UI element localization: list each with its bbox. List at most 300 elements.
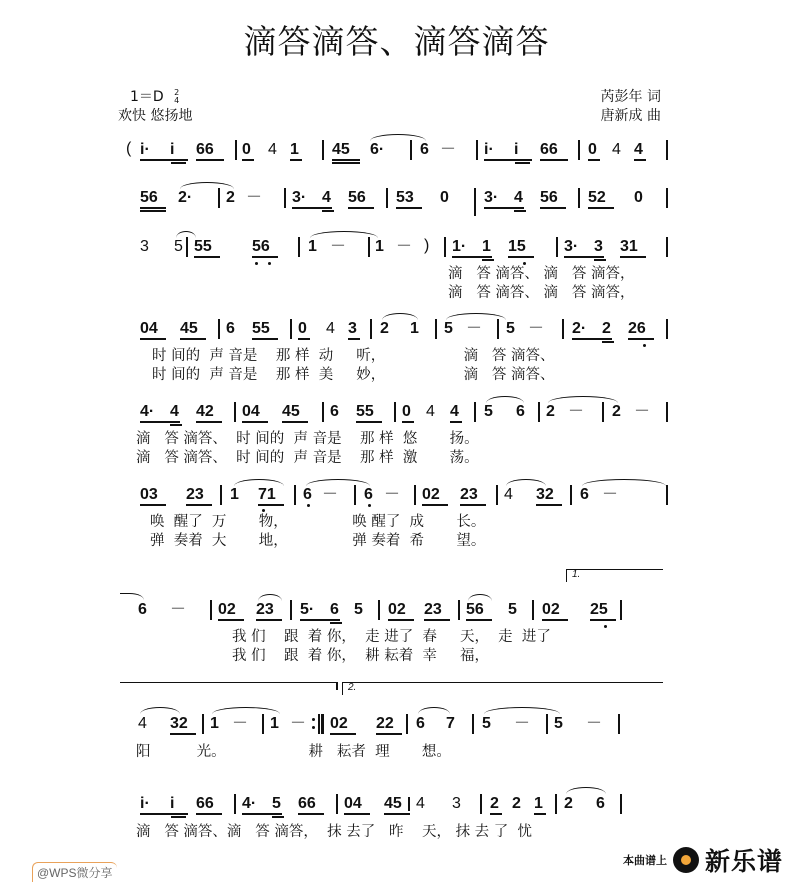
underline	[330, 733, 356, 735]
underline	[628, 338, 654, 340]
barline	[435, 319, 437, 339]
note: 5	[484, 403, 493, 420]
underline	[292, 207, 332, 209]
underline	[482, 259, 494, 261]
lyrics-verse-2: 弹 奏着 大 地， 弹 奏着 希 望。	[150, 533, 486, 549]
note: 45	[282, 403, 300, 420]
note: 45	[180, 320, 198, 337]
note: 5	[174, 238, 183, 255]
underline	[140, 207, 166, 209]
note: 4	[170, 403, 179, 420]
underline	[298, 338, 310, 340]
barline	[284, 188, 286, 208]
note: 45	[332, 141, 350, 158]
lyrics-verse-2: 时 间的 声 音是 那 样 美 妙， 滴 答 滴答、	[152, 367, 555, 383]
barline	[472, 714, 474, 734]
repeat-dot	[312, 718, 315, 721]
note: 1	[210, 715, 219, 732]
low-octave-dot	[643, 344, 646, 347]
note: 02	[542, 601, 560, 618]
underline	[242, 813, 282, 815]
note: 4	[268, 141, 277, 158]
note: 04	[140, 320, 158, 337]
note: 4·	[140, 403, 155, 420]
note: 6	[416, 715, 425, 732]
barline	[570, 485, 572, 505]
slur	[582, 479, 666, 486]
barline	[618, 714, 620, 734]
note: 66	[196, 795, 214, 812]
note: 53	[396, 189, 414, 206]
underline	[484, 159, 532, 161]
underline	[194, 256, 220, 258]
first-ending-bracket-end	[120, 682, 336, 683]
lyrics-verse-1: 时 间的 声 音是 那 样 动 听， 滴 答 滴答、	[152, 348, 555, 364]
underline	[252, 256, 278, 258]
barline	[556, 237, 558, 257]
underline	[256, 619, 282, 621]
barline	[458, 600, 460, 620]
note: 0	[242, 141, 251, 158]
note: 4	[326, 320, 335, 337]
underline	[290, 159, 302, 161]
note: 71	[258, 486, 276, 503]
underline	[540, 159, 568, 161]
underline	[171, 816, 186, 818]
barline	[386, 188, 388, 208]
barline	[480, 794, 482, 814]
barline	[218, 188, 220, 208]
note: 1	[270, 715, 279, 732]
low-octave-dot	[523, 262, 526, 265]
slur	[306, 479, 370, 486]
barline	[290, 600, 292, 620]
first-ending-close	[336, 682, 338, 690]
underline	[344, 813, 370, 815]
key-signature	[130, 86, 179, 106]
note: 4	[138, 715, 147, 732]
note: 7	[446, 715, 455, 732]
barline	[666, 319, 668, 339]
note: 4	[450, 403, 459, 420]
note: 32	[536, 486, 554, 503]
note: 6	[596, 795, 605, 812]
underline	[540, 207, 566, 209]
note: －	[528, 320, 545, 337]
barline	[336, 794, 338, 814]
note: i·	[484, 141, 494, 158]
tempo-marking: 欢快 悠扬地	[118, 108, 193, 124]
slur	[486, 396, 524, 403]
underline	[140, 813, 188, 815]
note: 6	[330, 403, 339, 420]
note: 1	[482, 238, 491, 255]
brand-name: 新乐谱	[704, 848, 783, 876]
note: 56	[348, 189, 366, 206]
note: 0	[402, 403, 411, 420]
note: 56	[466, 601, 484, 618]
underline	[242, 159, 254, 161]
note: 56	[252, 238, 270, 255]
underline	[140, 338, 166, 340]
note: 52	[588, 189, 606, 206]
note: i·	[140, 795, 150, 812]
barline	[497, 319, 499, 339]
underline	[298, 813, 324, 815]
barline	[394, 402, 396, 422]
slur	[234, 479, 284, 486]
second-ending-label: 2.	[348, 682, 357, 693]
note: 2	[546, 403, 555, 420]
note: －	[466, 320, 483, 337]
underline	[466, 619, 492, 621]
credit-prefix: 本曲谱上	[622, 855, 667, 867]
note: 4	[634, 141, 643, 158]
first-ending-label: 1.	[572, 569, 581, 580]
note: －	[232, 715, 249, 732]
slur	[120, 593, 144, 600]
composer-credit: 唐新成 曲	[600, 108, 661, 124]
key-label: 1＝D	[130, 89, 164, 105]
barline	[496, 485, 498, 505]
note: 3	[140, 238, 149, 255]
slur	[566, 787, 606, 794]
underline	[564, 256, 604, 258]
note: 2·	[178, 189, 193, 206]
note: －	[246, 189, 263, 206]
underline	[140, 504, 166, 506]
underline	[332, 162, 360, 164]
slur	[180, 182, 234, 189]
note: 31	[620, 238, 638, 255]
song-title: 滴答滴答、滴答滴答	[243, 22, 550, 61]
barline	[532, 600, 534, 620]
second-ending-bracket	[342, 682, 663, 695]
underline	[588, 159, 600, 161]
note: －	[440, 141, 457, 158]
note: －	[586, 715, 603, 732]
underline	[180, 338, 206, 340]
barline	[555, 794, 557, 814]
underline	[140, 159, 188, 161]
barline	[378, 600, 380, 620]
barline	[408, 797, 410, 811]
note: 3·	[484, 189, 499, 206]
barline	[234, 794, 236, 814]
underline	[508, 256, 534, 258]
note: 1·	[452, 238, 467, 255]
underline	[140, 421, 180, 423]
slur	[176, 231, 196, 238]
note: 6	[580, 486, 589, 503]
barline	[186, 237, 188, 257]
underline	[300, 619, 340, 621]
note: 23	[186, 486, 204, 503]
underline	[171, 162, 186, 164]
barline	[666, 188, 668, 208]
underline	[330, 622, 342, 624]
barline	[298, 237, 300, 257]
underline	[332, 159, 360, 161]
note: 4	[322, 189, 331, 206]
note: －	[330, 238, 347, 255]
underline	[196, 421, 222, 423]
underline	[388, 619, 414, 621]
note: i	[514, 141, 519, 158]
note: 1	[534, 795, 543, 812]
note: 1	[375, 238, 384, 255]
note: )	[424, 237, 430, 254]
barline	[620, 600, 622, 620]
barline	[410, 140, 412, 160]
note: 1	[410, 320, 419, 337]
note: 5	[354, 601, 363, 618]
barline	[290, 319, 292, 339]
note: 0	[298, 320, 307, 337]
lyrics-verse-1: 我 们 跟 着 你， 走 进了 春 天， 走 进了	[232, 629, 551, 645]
lyrics-verse-1: 阳 光。 耕 耘者 理 想。	[136, 744, 451, 760]
note: 3	[594, 238, 603, 255]
note: 03	[140, 486, 158, 503]
wps-share-watermark: @WPS微分享	[32, 862, 117, 882]
underline	[272, 816, 284, 818]
underline	[348, 207, 374, 209]
note: 5	[482, 715, 491, 732]
underline	[515, 162, 530, 164]
barline	[666, 402, 668, 422]
underline	[140, 210, 166, 212]
note: 2	[564, 795, 573, 812]
barline	[235, 140, 237, 160]
note: 6	[330, 601, 339, 618]
underline	[542, 619, 568, 621]
xinyuepu-brand	[623, 842, 783, 878]
note: i·	[140, 141, 150, 158]
slur	[370, 134, 426, 141]
barline	[474, 188, 476, 216]
underline	[402, 421, 414, 423]
note: 5·	[300, 601, 315, 618]
barline	[234, 402, 236, 422]
note: 3	[348, 320, 357, 337]
low-octave-dot	[604, 625, 607, 628]
slur	[468, 594, 492, 601]
underline	[322, 210, 334, 212]
note: 02	[330, 715, 348, 732]
barline	[578, 140, 580, 160]
barline	[262, 714, 264, 734]
slur	[506, 479, 546, 486]
barline	[414, 485, 416, 505]
note: 1	[230, 486, 239, 503]
note: －	[568, 403, 585, 420]
underline	[170, 733, 196, 735]
note: 45	[384, 795, 402, 812]
note: 6	[226, 320, 235, 337]
time-signature: 2 4	[174, 88, 180, 105]
underline	[588, 207, 614, 209]
note: －	[634, 403, 651, 420]
barline	[220, 485, 222, 505]
note: i	[170, 795, 175, 812]
note: 5	[444, 320, 453, 337]
barline	[666, 237, 668, 257]
underline	[572, 338, 612, 340]
note: 6	[303, 486, 312, 503]
underline	[450, 421, 462, 423]
note: 4	[514, 189, 523, 206]
underline	[384, 813, 410, 815]
note: －	[396, 238, 413, 255]
low-octave-dot	[255, 262, 258, 265]
note: 23	[256, 601, 274, 618]
underline	[170, 424, 182, 426]
note: 0	[440, 189, 449, 206]
lyrics-verse-1: 唤 醒了 万 物， 唤 醒了 成 长。	[150, 514, 486, 530]
note: 5	[272, 795, 281, 812]
slur	[548, 396, 618, 403]
underline	[536, 504, 562, 506]
note: 4	[504, 486, 513, 503]
underline	[620, 256, 646, 258]
note: 3·	[564, 238, 579, 255]
note: 6	[516, 403, 525, 420]
lyrics-verse-2: 我 们 跟 着 你， 耕 耘着 幸 福，	[232, 648, 489, 664]
barline	[538, 402, 540, 422]
low-octave-dot	[268, 262, 271, 265]
note: 6·	[370, 141, 385, 158]
note: 6	[364, 486, 373, 503]
note: 1	[290, 141, 299, 158]
underline	[534, 813, 546, 815]
note: 23	[424, 601, 442, 618]
note: 0	[634, 189, 643, 206]
underline	[282, 421, 308, 423]
underline	[452, 256, 492, 258]
barline	[476, 140, 478, 160]
note: 55	[194, 238, 212, 255]
note: 66	[196, 141, 214, 158]
note: 2	[602, 320, 611, 337]
barline	[354, 485, 356, 505]
note: 3	[452, 795, 461, 812]
underline	[594, 259, 606, 261]
underline	[634, 159, 646, 161]
slur	[446, 313, 506, 320]
note: 02	[422, 486, 440, 503]
note: 23	[460, 486, 478, 503]
underline	[356, 421, 382, 423]
note: 2·	[572, 320, 587, 337]
slur	[140, 707, 180, 714]
note: 55	[252, 320, 270, 337]
low-octave-dot	[368, 504, 371, 507]
note: 5	[554, 715, 563, 732]
slur	[310, 231, 378, 238]
note: 04	[242, 403, 260, 420]
note: 66	[540, 141, 558, 158]
note: 15	[508, 238, 526, 255]
note: 5	[506, 320, 515, 337]
underline	[514, 210, 526, 212]
underline	[484, 207, 524, 209]
note: 0	[588, 141, 597, 158]
note: 5	[508, 601, 517, 618]
barline	[444, 237, 446, 257]
barline	[546, 714, 548, 734]
note: 56	[140, 189, 158, 206]
note: 2	[490, 795, 499, 812]
note: －	[290, 715, 307, 732]
barline	[578, 188, 580, 208]
note: 2	[612, 403, 621, 420]
note: 4	[426, 403, 435, 420]
low-octave-dot	[307, 504, 310, 507]
lyrics-verse-2: 滴 答 滴答、 滴 答 滴答，	[448, 285, 635, 301]
underline	[422, 504, 448, 506]
barline	[602, 402, 604, 422]
barline	[368, 237, 370, 257]
slur	[258, 594, 282, 601]
note: (	[126, 140, 132, 157]
barline	[322, 402, 324, 422]
underline	[490, 813, 502, 815]
note: －	[170, 601, 187, 618]
note: 02	[388, 601, 406, 618]
underline	[242, 421, 268, 423]
note: 25	[590, 601, 608, 618]
note: 6	[420, 141, 429, 158]
barline	[562, 319, 564, 339]
slur	[418, 707, 450, 714]
slur	[212, 707, 280, 714]
lyrics-verse-2: 滴 答 滴答、 时 间的 声 音是 那 样 激 荡。	[136, 450, 479, 466]
barline	[370, 319, 372, 339]
barline	[210, 600, 212, 620]
repeat-barline-thin	[318, 714, 320, 734]
low-octave-dot	[262, 509, 265, 512]
note: i	[170, 141, 175, 158]
note: 56	[540, 189, 558, 206]
note: 2	[380, 320, 389, 337]
first-ending-bracket	[566, 569, 663, 582]
note: 4	[612, 141, 621, 158]
underline	[186, 504, 212, 506]
barline	[474, 402, 476, 422]
note: －	[384, 486, 401, 503]
note: 4·	[242, 795, 257, 812]
note: 42	[196, 403, 214, 420]
underline	[196, 813, 222, 815]
note: 66	[298, 795, 316, 812]
note: 26	[628, 320, 646, 337]
note: 3·	[292, 189, 307, 206]
underline	[424, 619, 450, 621]
underline	[348, 338, 360, 340]
barline	[294, 485, 296, 505]
repeat-dot	[312, 726, 315, 729]
lyrics-verse-1: 滴 答 滴答、 滴 答 滴答，	[448, 266, 635, 282]
barline	[406, 714, 408, 734]
note: －	[602, 486, 619, 503]
repeat-barline-thick	[321, 714, 324, 734]
underline	[460, 504, 486, 506]
underline	[218, 619, 244, 621]
vinyl-disc-icon	[673, 847, 699, 873]
note: 32	[170, 715, 188, 732]
lyrics-verse-1: 滴 答 滴答、 时 间的 声 音是 那 样 悠 扬。	[136, 431, 479, 447]
note: 2	[226, 189, 235, 206]
